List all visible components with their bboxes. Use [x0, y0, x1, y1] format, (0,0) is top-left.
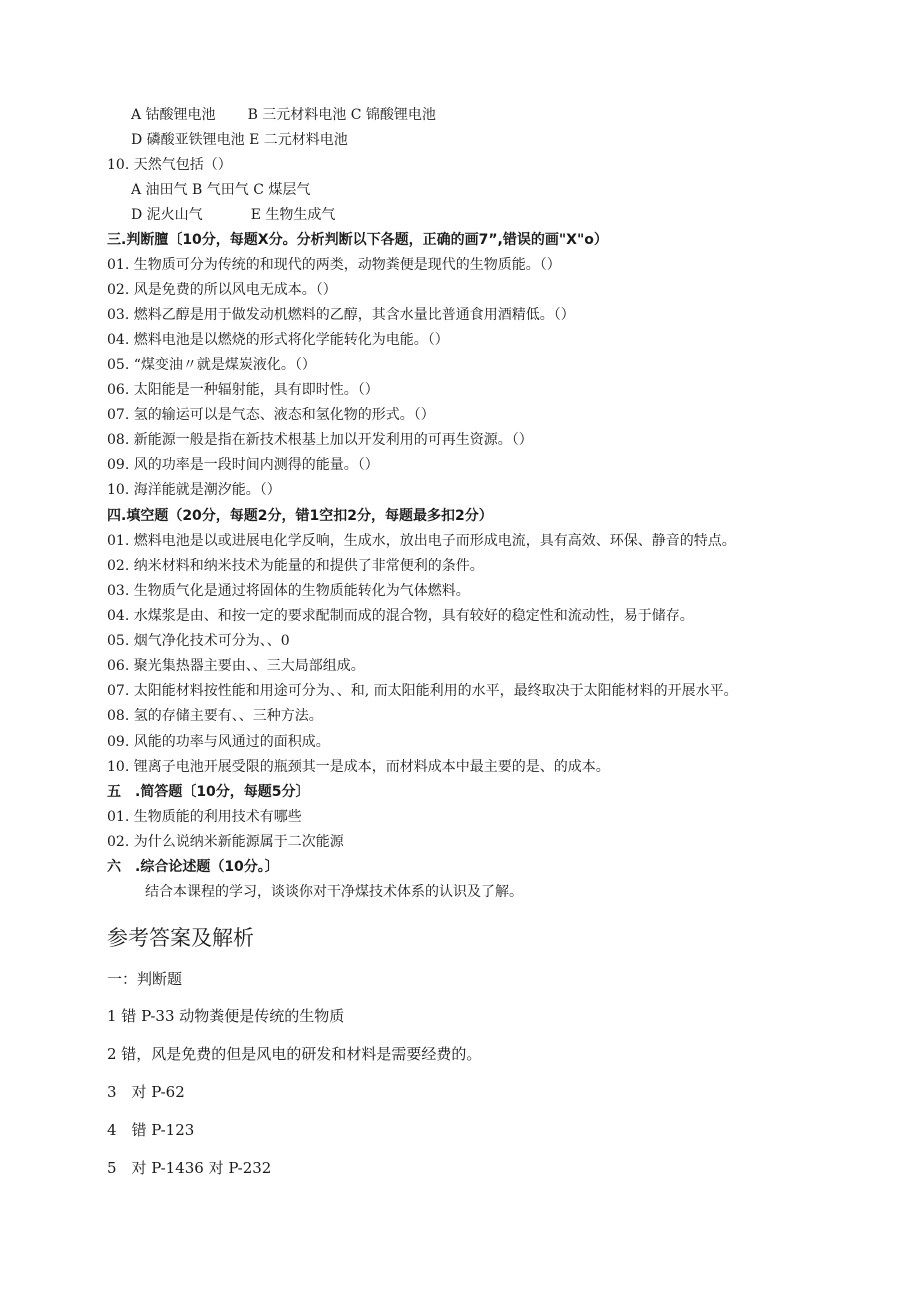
section3-item: 09. 风的功率是一段时间内测得的能量。（）	[107, 457, 379, 473]
section3-item: 02. 风是免费的所以风电无成本。（）	[107, 282, 337, 298]
section4-item: 01. 燃料电池是以或进展电化学反响，生成水，放出电子而形成电流，具有高效、环保、静音的特点。	[107, 533, 736, 549]
section3-item: 08. 新能源一般是指在新技术根基上加以开发利用的可再生资源。（）	[107, 432, 533, 448]
section5-item: 02. 为什么说纳米新能源属于二次能源	[107, 834, 344, 850]
section4-heading: 四.填空题（20分，每题2分，错1空扣2分，每题最多扣2分）	[107, 508, 493, 524]
answer-item: 3 对 P-62	[107, 1083, 185, 1101]
section4-item: 10. 锂离子电池开展受限的瓶颈其一是成本，而材料成本中最主要的是、的成本。	[107, 759, 610, 775]
answer-item: 4 错 P-123	[107, 1121, 195, 1139]
q9-option-a: A 钴酸锂电池	[131, 107, 216, 123]
q10-options-line-1: A 油田气 B 气田气 C 煤层气	[131, 182, 311, 198]
section3-item: 04. 燃料电池是以燃烧的形式将化学能转化为电能。（）	[107, 332, 449, 348]
section4-item: 09. 风能的功率与风通过的面积成。	[107, 734, 330, 750]
q9-options-line-1	[131, 106, 436, 124]
section3-item: 03. 燃料乙醇是用于做发动机燃料的乙醇，其含水量比普通食用酒精低。（）	[107, 307, 575, 323]
section4-item: 07. 太阳能材料按性能和用途可分为、、和, 而太阳能利用的水平，最终取决于太阳能材料的开展水平。	[107, 683, 738, 699]
section3-item: 06. 太阳能是一种辐射能，具有即时性。（）	[107, 382, 379, 398]
answer-item: 5 对 P-1436 对 P-232	[107, 1159, 272, 1177]
section4-item: 03. 生物质气化是通过将固体的生物质能转化为气体燃料。	[107, 583, 470, 599]
answer-item: 1 错 P-33 动物粪便是传统的生物质	[107, 1007, 345, 1025]
section3-item: 05. “煤变油〃就是煤炭液化。（）	[107, 357, 316, 373]
section4-item: 08. 氢的存储主要有、、三种方法。	[107, 708, 323, 724]
answers-title: 参考答案及解析	[107, 926, 254, 950]
section5-item: 01. 生物质能的利用技术有哪些	[107, 809, 302, 825]
q10-option-e: E 生物生成气	[250, 207, 336, 223]
section3-item: 07. 氢的输运可以是气态、液态和氢化物的形式。（）	[107, 407, 435, 423]
q10-options-line-2	[131, 206, 335, 224]
section6-heading: 六 .综合论述题（10分。〕	[107, 859, 279, 875]
section6-body: 结合本课程的学习，谈谈你对干净煤技术体系的认识及了解。	[145, 884, 523, 900]
section4-item: 04. 水煤浆是由、和按一定的要求配制而成的混合物，具有较好的稳定性和流动性，易于储存。	[107, 608, 694, 624]
section3-item: 01. 生物质可分为传统的和现代的两类，动物粪便是现代的生物质能。（）	[107, 257, 561, 273]
section3-item: 10. 海洋能就是潮汐能。（）	[107, 482, 281, 498]
section3-heading: 三.判断膻〔10分，每题X分。分析判断以下各题，正确的画7”,错误的画"X"o）	[107, 232, 608, 248]
section4-item: 06. 聚光集热器主要由、、三大局部组成。	[107, 658, 365, 674]
answer-item: 2 错，风是免费的但是风电的研发和材料是需要经费的。	[107, 1045, 482, 1063]
section4-item: 05. 烟气净化技术可分为、、0	[107, 633, 290, 649]
q9-options-line-2: D 磷酸亚铁锂电池 E 二元材料电池	[131, 132, 348, 148]
answers-subtitle: 一：判断题	[107, 970, 183, 988]
q10-option-d: D 泥火山气	[131, 207, 203, 223]
q9-option-b-c: B 三元材料电池 C 锦酸锂电池	[247, 107, 436, 123]
q10-stem: 10. 天然气包括（）	[107, 157, 232, 173]
section5-heading: 五 .简答题〔10分，每题5分〕	[107, 784, 310, 800]
section4-item: 02. 纳米材料和纳米技术为能量的和提供了非常便利的条件。	[107, 558, 484, 574]
